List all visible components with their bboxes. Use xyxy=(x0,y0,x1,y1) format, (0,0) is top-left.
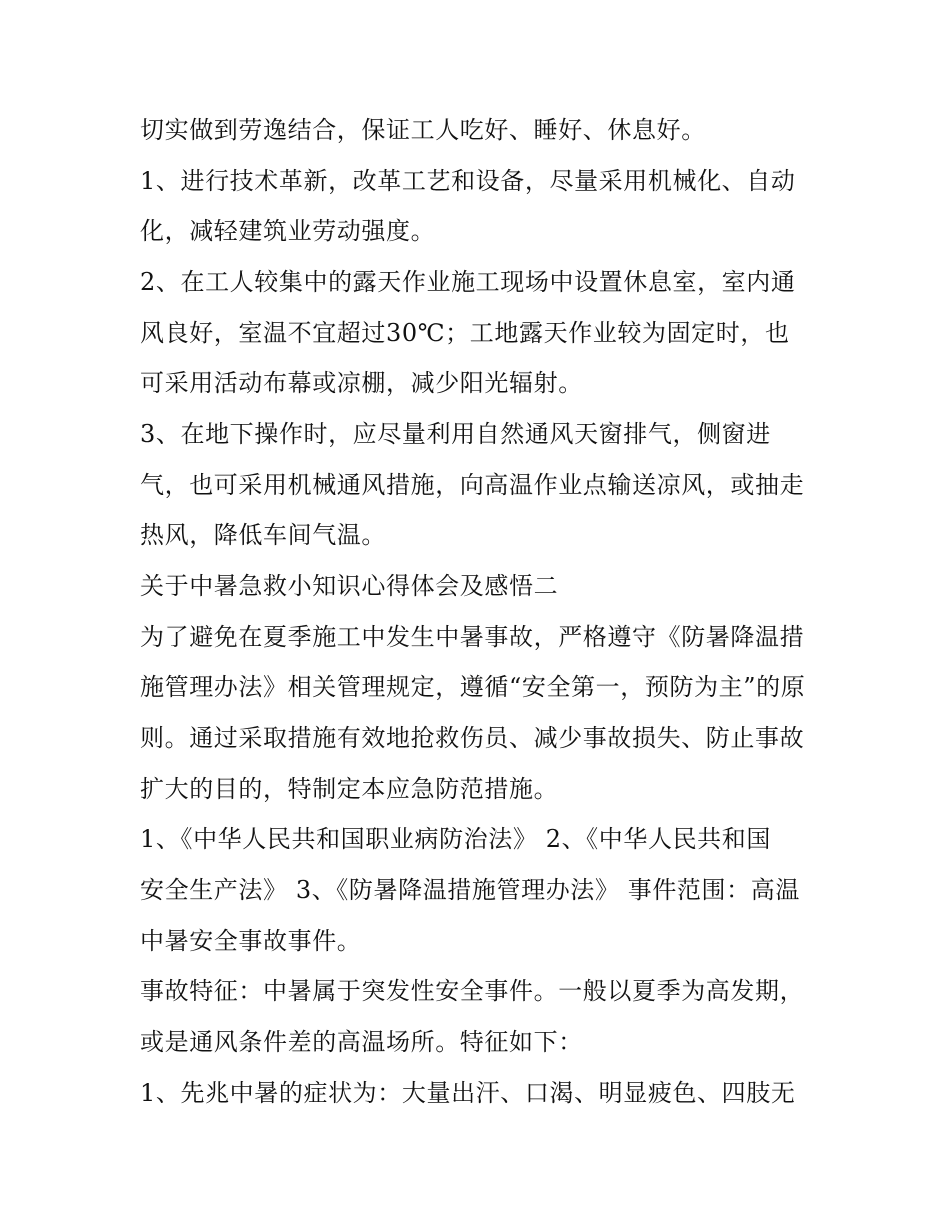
text-line: 施管理办法》相关管理规定，遵循“安全第一，预防为主”的原 xyxy=(140,673,806,701)
text-line: 1、先兆中暑的症状为：大量出汗、口渴、明显疲色、四肢无 xyxy=(140,1079,796,1107)
text-line: 风良好，室温不宜超过30℃；工地露天作业较为固定时，也 xyxy=(140,319,790,347)
text-line: 可采用活动布幕或凉棚，减少阳光辐射。 xyxy=(140,369,583,397)
text-line: 则。通过采取措施有效地抢救伤员、减少事故损失、防止事故 xyxy=(140,724,805,752)
text-line: 为了避免在夏季施工中发生中暑事故，严格遵守《防暑降温措 xyxy=(140,623,805,651)
text-line: 1、进行技术革新，改革工艺和设备，尽量采用机械化、自动 xyxy=(140,167,796,195)
text-line: 扩大的目的，特制定本应急防范措施。 xyxy=(140,775,559,803)
text-line: 中暑安全事故事件。 xyxy=(140,927,362,955)
text-line: 1、《中华人民共和国职业病防治法》 2、《中华人民共和国 xyxy=(140,825,771,853)
text-line: 切实做到劳逸结合，保证工人吃好、睡好、休息好。 xyxy=(140,116,706,144)
text-line: 热风，降低车间气温。 xyxy=(140,521,386,549)
section-heading: 关于中暑急救小知识心得体会及感悟二 xyxy=(140,572,559,600)
text-line: 3、在地下操作时，应尽量利用自然通风天窗排气，侧窗进 xyxy=(140,420,771,448)
text-line: 2、在工人较集中的露天作业施工现场中设置休息室，室内通 xyxy=(140,268,796,296)
text-line: 气，也可采用机械通风措施，向高温作业点输送凉风，或抽走 xyxy=(140,471,805,499)
text-line: 事故特征：中暑属于突发性安全事件。一般以夏季为高发期， xyxy=(140,977,805,1005)
text-line: 安全生产法》 3、《防暑降温措施管理办法》 事件范围：高温 xyxy=(140,876,800,904)
text-line: 或是通风条件差的高温场所。特征如下： xyxy=(140,1028,583,1056)
text-line: 化，减轻建筑业劳动强度。 xyxy=(140,217,436,245)
